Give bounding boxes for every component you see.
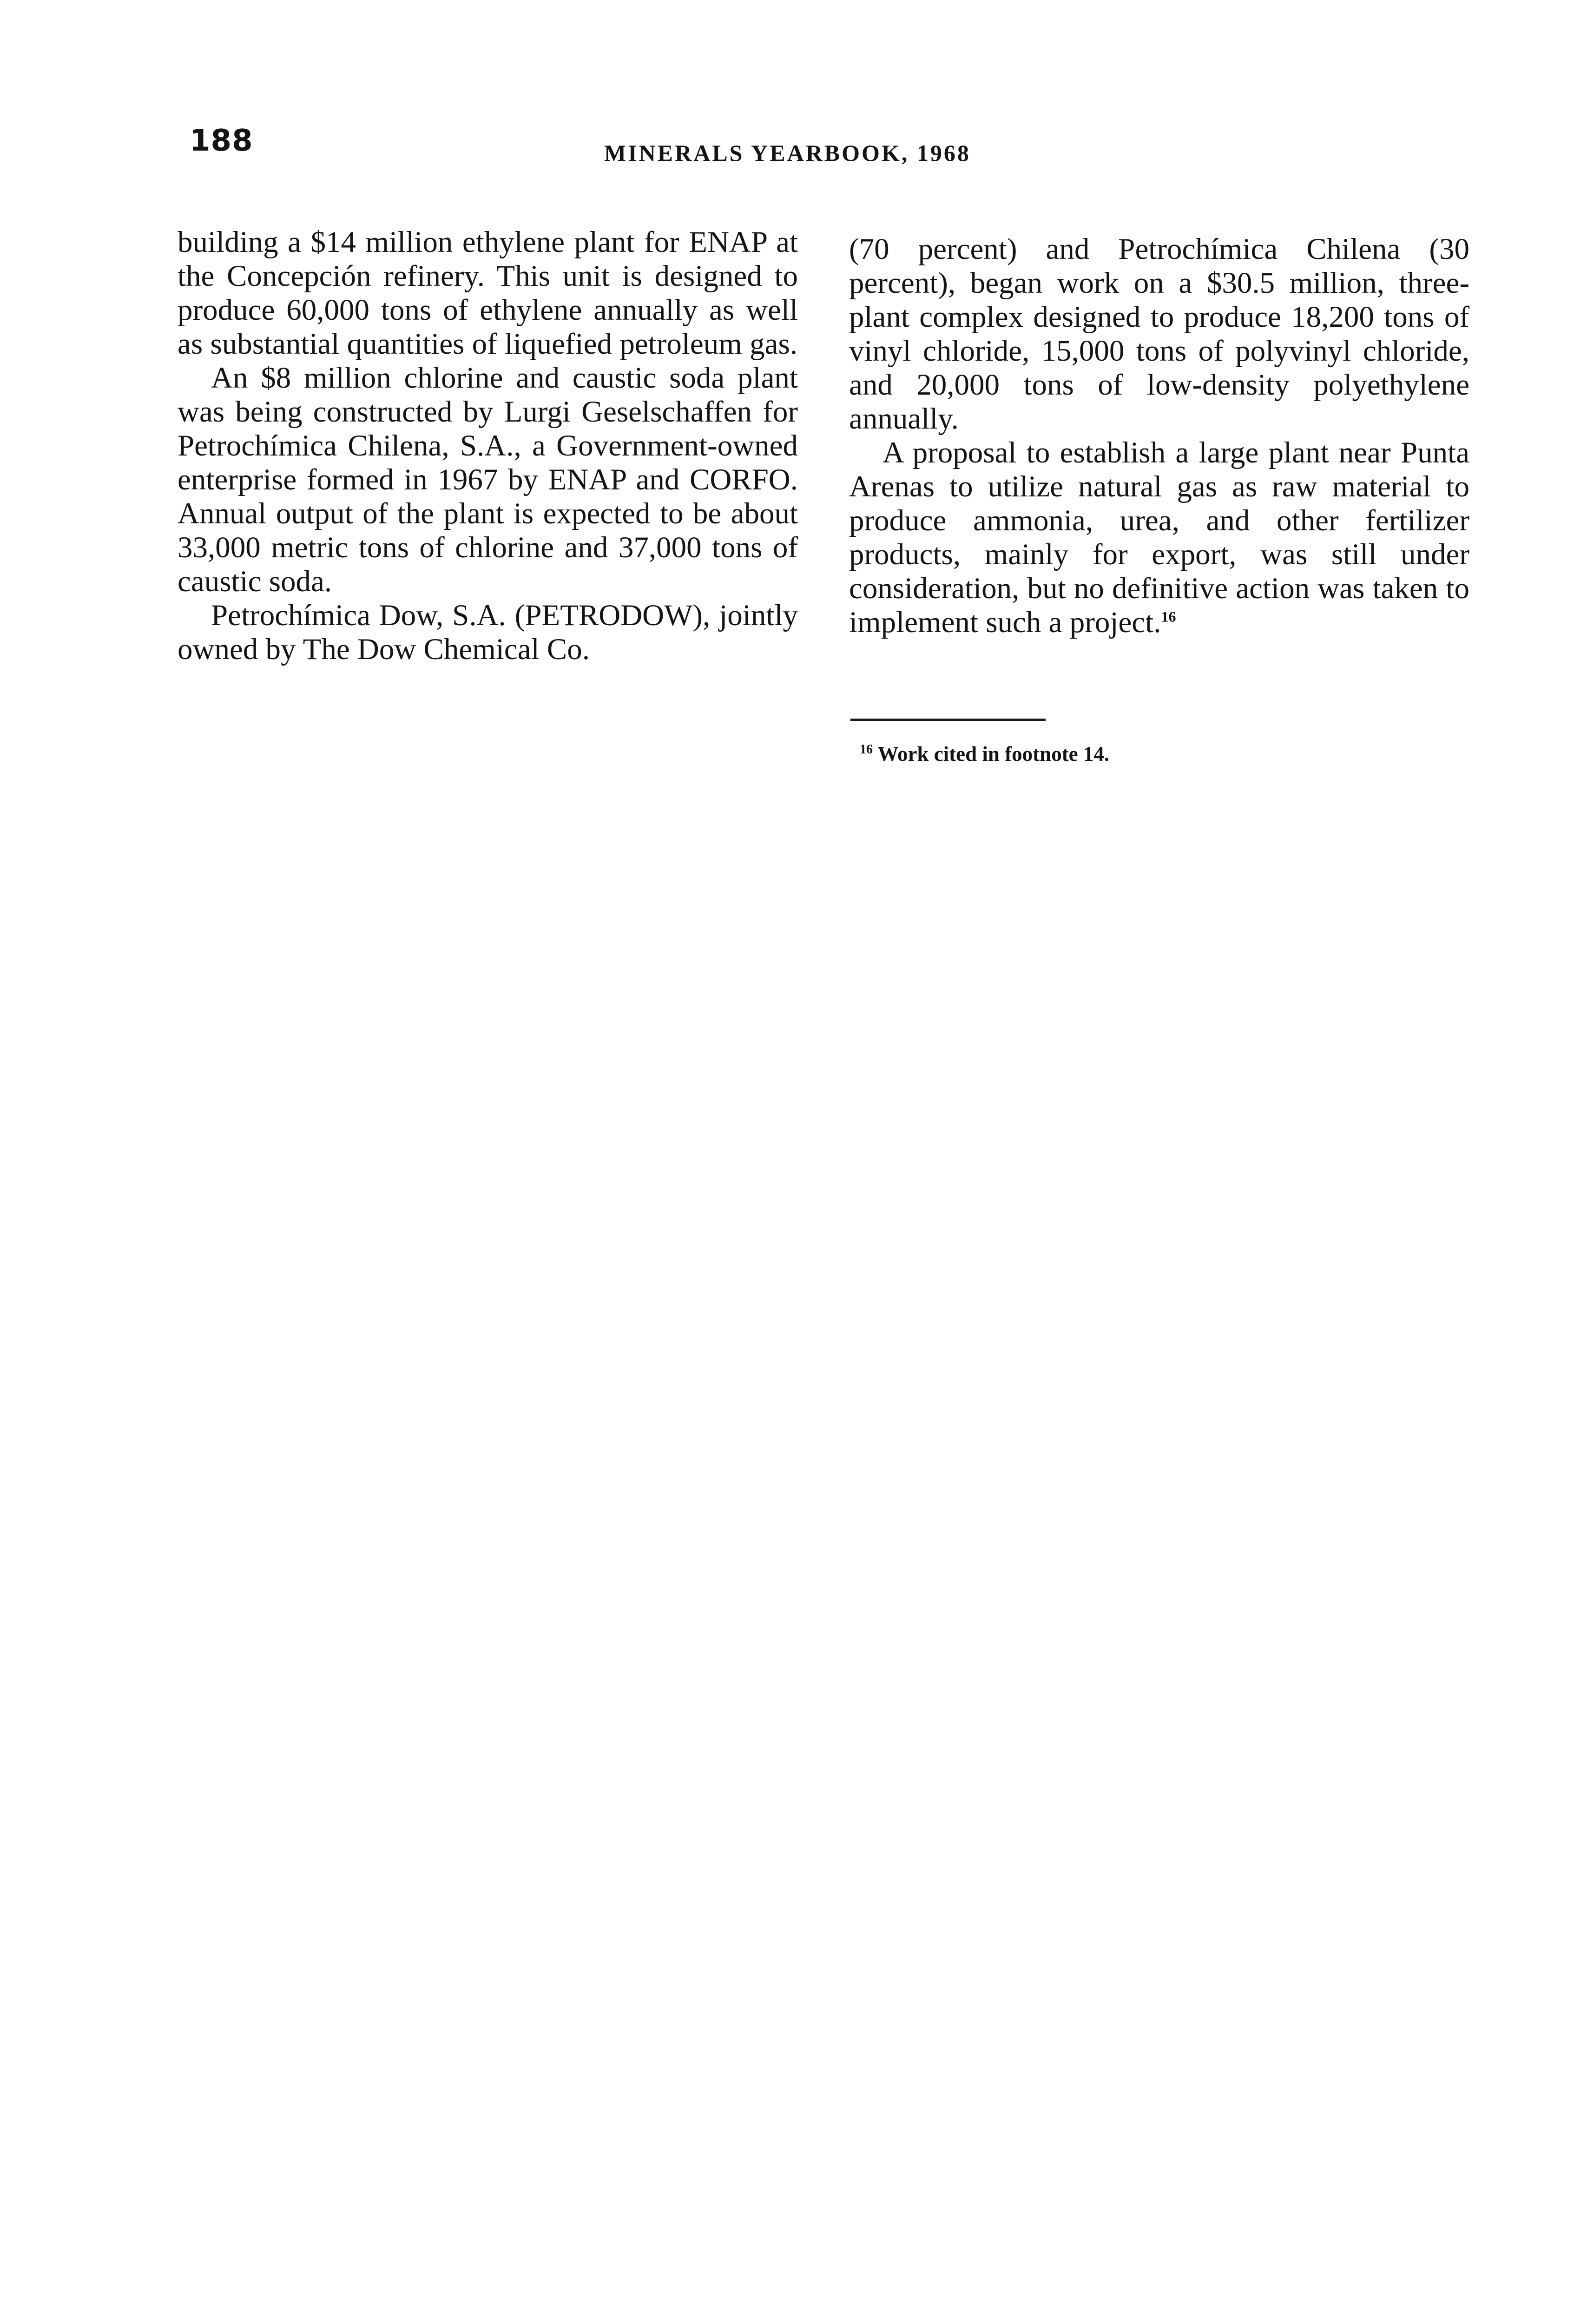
left-column	[178, 225, 798, 667]
page-number: 188	[190, 124, 253, 158]
paragraph	[849, 436, 1469, 640]
paragraph: (70 percent) and Petrochímica Chilena (30 percent), began work on a $30.5 million, three-plant complex designed to produce 18,200 tons of vinyl chloride, 15,000 tons of polyvinyl chloride, and 20,000 tons of low-density polyethylene annually.	[849, 232, 1469, 436]
footnote-number: 16	[860, 742, 873, 757]
footnote-divider	[850, 719, 1046, 721]
footnote-reference: 16	[1161, 608, 1176, 625]
paragraph-text: A proposal to establish a large plant near Punta Arenas to utilize natural gas as raw material to produce ammonia, urea, and other fertilizer products, mainly for export, was still under consideration, but no definitive action was taken to implement such a project.	[849, 436, 1469, 639]
right-column	[849, 232, 1469, 640]
paragraph: An $8 million chlorine and caustic soda plant was being constructed by Lurgi Geselschaffen for Petrochímica Chilena, S.A., a Government-owned enterprise formed in 1967 by ENAP and CORFO. Annual output of the plant is expected to be about 33,000 metric tons of chlorine and 37,000 tons of caustic soda.	[178, 361, 798, 598]
footnote-text: Work cited in footnote 14.	[877, 742, 1110, 766]
paragraph: Petrochímica Dow, S.A. (PETRODOW), jointly owned by The Dow Chemical Co.	[178, 599, 798, 666]
paragraph: building a $14 million ethylene plant for ENAP at the Concepción refinery. This unit is designed to produce 60,000 tons of ethylene annually as well as substantial quantities of liquefied petroleum gas.	[178, 225, 798, 361]
running-title: MINERALS YEARBOOK, 1968	[604, 140, 971, 166]
footnote	[860, 742, 1109, 766]
